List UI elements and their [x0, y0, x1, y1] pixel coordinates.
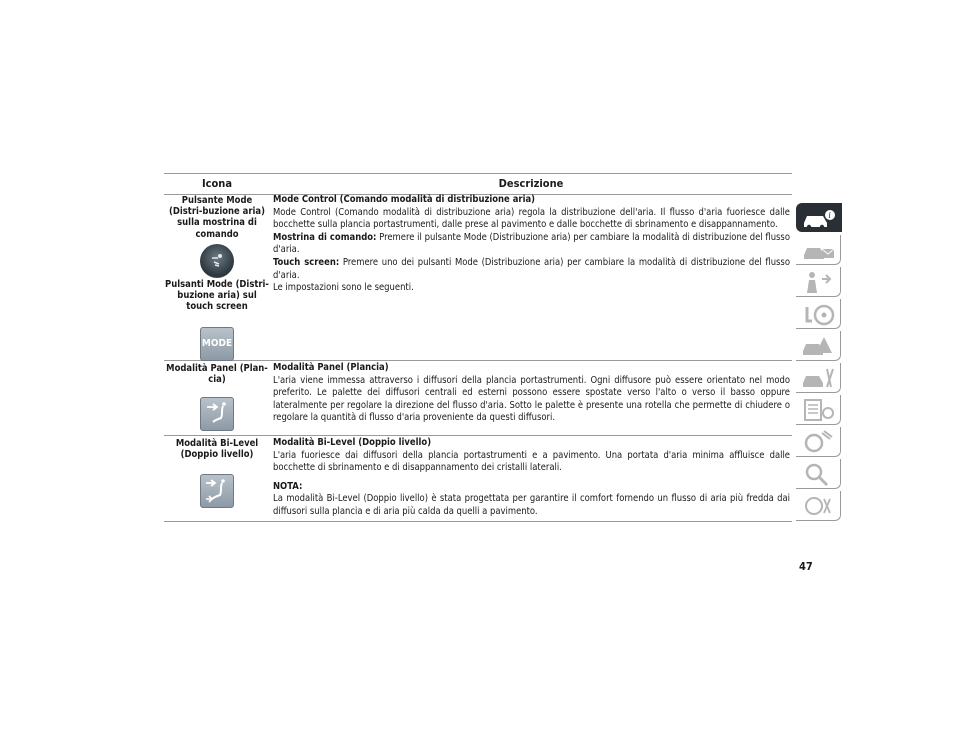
icon-cell	[164, 195, 270, 349]
row-title: Modalità Panel (Plancia)	[273, 362, 389, 373]
icon-label: Modalità Panel (Plan-cia)	[166, 363, 268, 386]
icon-cell	[164, 363, 270, 385]
tab-spec-list[interactable]	[796, 395, 841, 425]
bilevel-mode-icon	[200, 474, 234, 508]
row-title: Modalità Bi-Level (Doppio livello)	[273, 437, 432, 448]
panel-mode-icon	[200, 397, 234, 431]
tab-steering[interactable]	[796, 299, 841, 329]
multimedia-icon	[800, 429, 838, 455]
tab-search[interactable]	[796, 459, 841, 489]
page-number: 47	[799, 560, 813, 573]
tab-crash[interactable]	[796, 331, 841, 361]
crash-icon	[800, 333, 838, 359]
svg-text:i: i	[828, 211, 831, 220]
header-description: Descrizione	[498, 177, 564, 190]
table-row	[164, 436, 792, 522]
search-icon	[800, 461, 838, 487]
table-row	[164, 361, 792, 436]
steering-icon	[800, 301, 838, 327]
row-text: Le impostazioni sono le seguenti.	[273, 282, 414, 294]
row-title: Mode Control (Comando modalità di distribuzione aria)	[273, 194, 535, 205]
description-cell	[273, 437, 790, 519]
row-text: L'aria fuoriesce dai diffusori della plancia portastrumenti e a pavimento. Una portata d'aria minima affluisce dalle bocchette di sbrinamento e di disappannamento dei cristalli laterali.	[273, 449, 790, 474]
description-cell	[273, 194, 790, 295]
tab-mail-car[interactable]	[796, 235, 841, 265]
row-label: Mostrina di comando:	[273, 231, 377, 243]
icon-label: Pulsante Mode (Distri-buzione aria) sulla mostrina di comando	[169, 195, 265, 240]
row-text: Premere uno dei pulsanti Mode (Distribuzione aria) per cambiare la modalità di distribuzione del flusso d'aria.	[273, 256, 790, 281]
icon-cell	[164, 438, 270, 460]
car-info-icon	[800, 205, 838, 231]
mode-knob-icon	[200, 244, 234, 278]
description-cell	[273, 362, 790, 425]
seatbelt-icon	[800, 269, 838, 295]
car-service-icon	[800, 365, 838, 391]
table-row	[164, 193, 792, 361]
row-label: Touch screen:	[273, 256, 340, 268]
note-label: NOTA:	[273, 480, 303, 492]
header-icon: Icona	[201, 177, 233, 190]
mode-button-text: MODE	[201, 338, 233, 349]
tab-multimedia[interactable]	[796, 427, 841, 457]
icon-label: Pulsanti Mode (Distri-buzione aria) sul touch screen	[165, 279, 269, 313]
row-text: Mode Control (Comando modalità di distribuzione aria) regola la distribuzione dell'aria. Il flusso d'aria fuoriesce dalle bocchette sulla plancia portastrumenti, dalle prese al pavimento e dalle bocchette di sbrinamento e disappannamento.	[273, 206, 790, 231]
table-header	[164, 173, 792, 195]
icon-label: Modalità Bi-Level (Doppio livello)	[175, 438, 259, 461]
tab-language[interactable]	[796, 491, 841, 521]
row-text: Premere il pulsante Mode (Distribuzione aria) per cambiare la modalità di distribuzione del flusso d'aria.	[273, 231, 790, 256]
tab-seatbelt[interactable]	[796, 267, 841, 297]
tab-car-service[interactable]	[796, 363, 841, 393]
tab-car-info[interactable]	[796, 203, 842, 232]
mode-button-icon	[200, 327, 234, 361]
mail-car-icon	[800, 237, 838, 263]
spec-list-icon	[800, 397, 838, 423]
note-text: La modalità Bi-Level (Doppio livello) è stata progettata per garantire il comfort fornendo un flusso di aria più fredda dai diffusori sulla plancia e di aria più calda da quelli a pavimento.	[273, 493, 790, 517]
language-icon	[800, 493, 838, 519]
row-text: L'aria viene immessa attraverso i diffusori della plancia portastrumenti. Ogni diffusore può essere orientato nel modo preferito. Le palette dei diffusori centrali ed esterni possono essere spostate verso l'alto o verso il basso oppure lateralmente per regolare la direzione del flusso d'aria. Sotto le palette è presente una rotella che permette di chiudere o regolare la quantità di flusso d'aria proveniente da questi diffusori.	[273, 374, 790, 424]
